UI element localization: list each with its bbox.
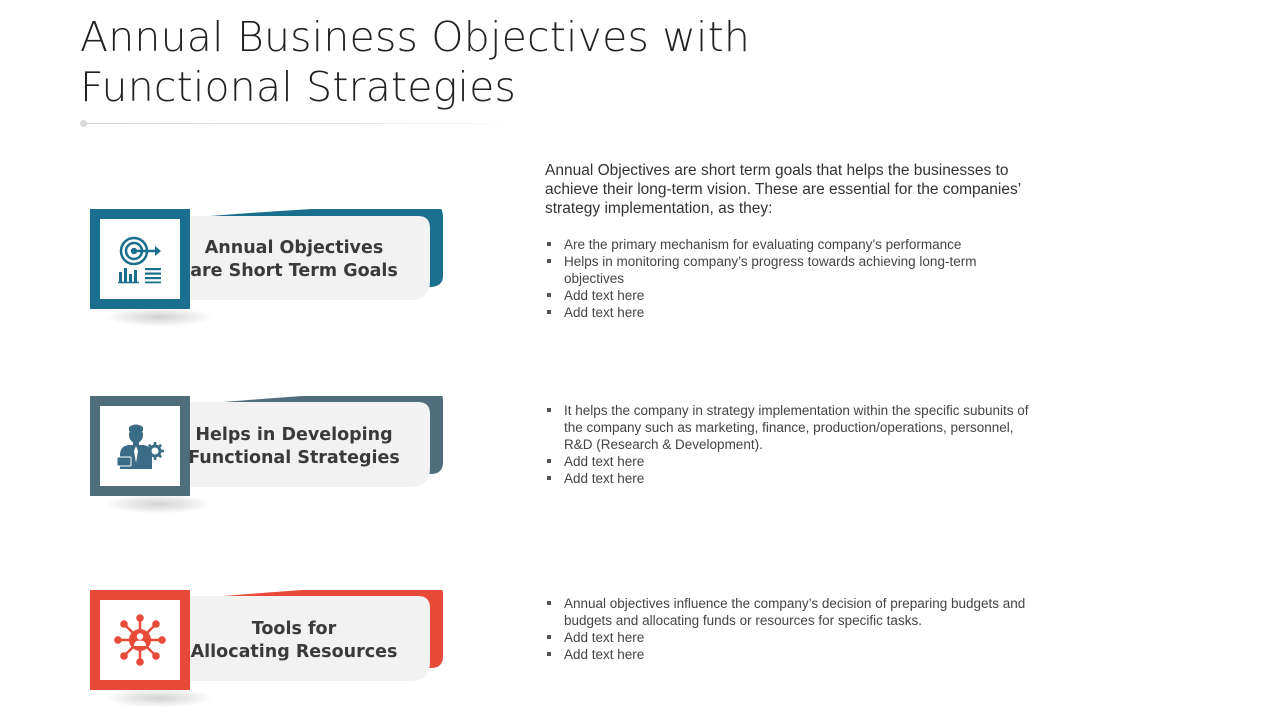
target-chart-icon [115,234,165,284]
card-shadow [104,494,214,514]
list-item: Add text here [545,304,1035,321]
icon-frame [90,396,190,496]
card-label [190,610,398,672]
resource-network-icon [114,614,166,666]
businessman-gear-icon [115,421,165,471]
card-shadow [104,688,214,708]
list-item: It helps the company in strategy implementation within the specific subunits of the company such as marketing, finance, production/operations, personnel, R&D (Research & Development). [545,402,1035,453]
objective-card-functional-strategies [90,396,450,498]
card-label-line-1: Helps in Developing [195,425,393,445]
description-section-1 [545,161,1035,321]
card-label [188,416,400,478]
description-section-2 [545,402,1035,487]
icon-frame [90,590,190,690]
card-label-line-2: Allocating Resources [190,642,398,662]
list-item: Add text here [545,629,1035,646]
list-item: Helps in monitoring company’s progress towards achieving long-term objectives [545,253,1035,287]
card-label-line-1: Tools for [251,619,337,639]
card-shadow [104,307,214,327]
bullet-list [545,595,1035,663]
title-divider [84,123,534,124]
page-title-line-1: Annual Business Objectives with [80,13,751,61]
page-title [80,12,750,112]
list-item: Add text here [545,287,1035,304]
list-item: Add text here [545,470,1035,487]
bullet-list [545,236,1035,321]
objective-card-allocating-resources [90,590,450,692]
icon-frame [90,209,190,309]
list-item: Add text here [545,453,1035,470]
description-intro: Annual Objectives are short term goals that helps the businesses to achieve their long-term vision. These are essential for the companies’ strategy implementation, as they: [545,162,1021,217]
description-section-3 [545,595,1035,663]
card-label [190,229,398,291]
list-item: Are the primary mechanism for evaluating company’s performance [545,236,1035,253]
list-item: Add text here [545,646,1035,663]
card-label-line-2: are Short Term Goals [190,261,398,281]
card-label-line-1: Annual Objectives [204,238,384,258]
card-label-line-2: Functional Strategies [188,448,400,468]
page-title-line-2: Functional Strategies [80,63,517,111]
list-item: Annual objectives influence the company’s decision of preparing budgets and budgets and allocating funds or resources for specific tasks. [545,595,1035,629]
objective-card-short-term-goals [90,209,450,311]
bullet-list [545,402,1035,487]
